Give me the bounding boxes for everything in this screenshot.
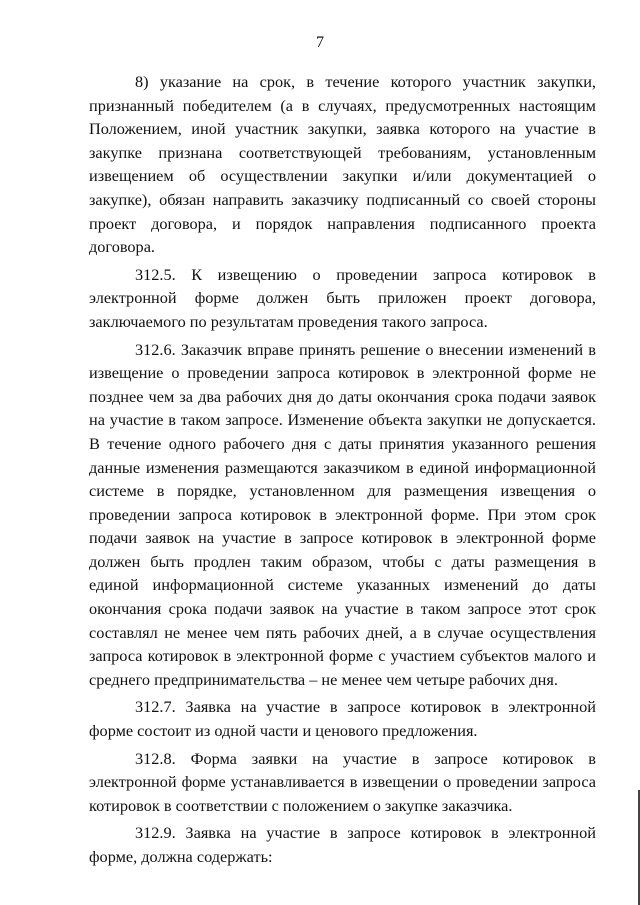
paragraph-item-8: 8) указание на срок, в течение которого участник закупки, признанный победителем (а в случаях, предусмотренных настоящим Положением, иной участник закупки, заявка которого на участие в закупке признана соответствующей требованиям, установленным извещением об осуществлении закупки и/или документацией о закупке), обязан направить заказчику подписанный со своей стороны проект договора, и порядок направления подписанного проекта договора. — [89, 72, 596, 257]
paragraph-312-8: 312.8. Форма заявки на участие в запросе котировок в электронной форме устанавливается в извещении о проведении запроса котировок в соответствии с положением о закупке заказчика. — [89, 748, 596, 815]
paragraph-312-9: 312.9. Заявка на участие в запросе котировок в электронной форме, должна содержать: — [89, 823, 596, 866]
paragraph-312-5: 312.5. К извещению о проведении запроса котировок в электронной форме должен быть приложен проект договора, заключаемого по результатам проведения такого запроса. — [89, 264, 596, 331]
paragraph-312-7: 312.7. Заявка на участие в запросе котировок в электронной форме состоит из одной части и ценового предложения. — [89, 697, 596, 741]
document-body — [89, 70, 596, 873]
paragraph-312-6: 312.6. Заказчик вправе принять решение о внесении изменений в извещение о проведении запроса котировок в электронной форме не позднее чем за два рабочих дня до даты окончания срока подачи заявок на участие в таком запросе. Изменение объекта закупки не допускается. В течение одного рабочего дня с даты принятия указанного решения данные изменения размещаются заказчиком в единой информационной системе в порядке, установленном для размещения извещения о проведении запроса котировок в электронной форме. При этом срок подачи заявок на участие в запросе котировок в электронной форме должен быть продлен таким образом, чтобы с даты размещения в единой информационной системе указанных изменений до даты окончания срока подачи заявок на участие в таком запросе этот срок составлял не менее чем пять рабочих дней, а в случае осуществления запроса котировок в электронной форме с участием субъектов малого и среднего предпринимательства – не менее чем четыре рабочих дня. — [89, 339, 596, 689]
page-number: 7 — [316, 34, 324, 51]
